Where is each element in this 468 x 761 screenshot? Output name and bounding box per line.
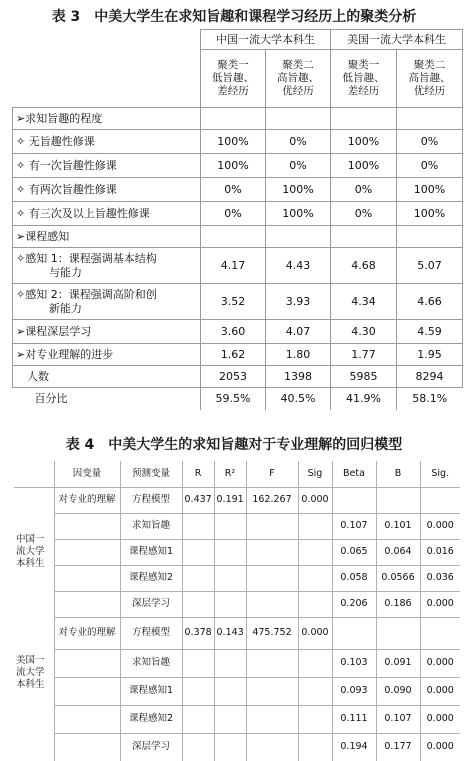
- header-f: F: [246, 461, 298, 487]
- table3-row: [13, 248, 463, 284]
- cell: 100%: [201, 154, 266, 178]
- cell: 0%: [266, 130, 331, 154]
- cell: 0.064: [376, 539, 420, 565]
- predictor: 方程模型: [120, 617, 182, 649]
- dependent: 对专业的理解: [54, 617, 120, 649]
- table3-row: [13, 202, 463, 226]
- cell: 0.107: [332, 513, 376, 539]
- cell: 4.68: [331, 248, 397, 284]
- cell: 0.103: [332, 649, 376, 677]
- cell: 1.62: [201, 344, 266, 366]
- predictor: 求知旨趣: [120, 649, 182, 677]
- header-predictor: 预测变量: [120, 461, 182, 487]
- cell: 100%: [266, 202, 331, 226]
- row-label: ➢课程深层学习: [13, 320, 201, 344]
- cell: 0%: [397, 130, 463, 154]
- cell: 3.52: [201, 284, 266, 320]
- row-label: ➢课程感知: [13, 226, 201, 248]
- cell: 3.60: [201, 320, 266, 344]
- table4-row: [14, 677, 460, 705]
- cell: 0.036: [420, 565, 460, 591]
- cell: 0.000: [420, 733, 460, 761]
- row-label: ➢对专业理解的进步: [13, 344, 201, 366]
- cell: 0%: [397, 154, 463, 178]
- cell: 1398: [266, 366, 331, 388]
- table3-subheader: 聚类一 低旨趣、 差经历: [331, 50, 397, 108]
- cell: 0%: [201, 202, 266, 226]
- cell: 0.093: [332, 677, 376, 705]
- cell: 4.66: [397, 284, 463, 320]
- cell: 0.000: [420, 591, 460, 617]
- cell: 1.77: [331, 344, 397, 366]
- table3-row: [13, 366, 463, 388]
- cell: 4.43: [266, 248, 331, 284]
- header-r2: R²: [214, 461, 246, 487]
- cell: 0.194: [332, 733, 376, 761]
- table3-group-usa: 美国一流大学本科生: [331, 30, 463, 50]
- cell: 1.80: [266, 344, 331, 366]
- table3-subheader: 聚类一 低旨趣、 差经历: [201, 50, 266, 108]
- cell: 0.0566: [376, 565, 420, 591]
- table3-row: [13, 388, 463, 410]
- cell: 0.101: [376, 513, 420, 539]
- cell: 5.07: [397, 248, 463, 284]
- cell: 0.191: [214, 487, 246, 513]
- predictor: 课程感知1: [120, 539, 182, 565]
- predictor: 深层学习: [120, 733, 182, 761]
- cell: 0.016: [420, 539, 460, 565]
- cell: 4.34: [331, 284, 397, 320]
- row-label: ✧ 有一次旨趣性修课: [13, 154, 201, 178]
- table3-row: [13, 284, 463, 320]
- dependent: 对专业的理解: [54, 487, 120, 513]
- cell: 0.000: [420, 677, 460, 705]
- cell: 475.752: [246, 617, 298, 649]
- cell: 0.090: [376, 677, 420, 705]
- table3-row: [13, 154, 463, 178]
- table4-row: [14, 591, 460, 617]
- cell: 4.07: [266, 320, 331, 344]
- cell: 0%: [201, 178, 266, 202]
- cell: 0.143: [214, 617, 246, 649]
- cell: 0.107: [376, 705, 420, 733]
- predictor: 方程模型: [120, 487, 182, 513]
- cell: 4.17: [201, 248, 266, 284]
- predictor: 求知旨趣: [120, 513, 182, 539]
- table3-row: [13, 320, 463, 344]
- predictor: 课程感知1: [120, 677, 182, 705]
- row-label: ✧ 有两次旨趣性修课: [13, 178, 201, 202]
- table4-row: [14, 539, 460, 565]
- country-china: 中国一 流大学 本科生: [16, 534, 45, 570]
- header-r: R: [182, 461, 214, 487]
- table3-row: [13, 108, 463, 130]
- cell: 0.186: [376, 591, 420, 617]
- cell: 0.000: [298, 487, 332, 513]
- cell: 0.091: [376, 649, 420, 677]
- table3-row: [13, 130, 463, 154]
- country-usa: 美国一 流大学 本科生: [16, 655, 45, 690]
- header-b: B: [376, 461, 420, 487]
- table4-row: [14, 649, 460, 677]
- table4-caption: 表 4 中美大学生的求知旨趣对于专业理解的回归模型: [65, 437, 403, 453]
- cell: 0.177: [376, 733, 420, 761]
- cell: 8294: [397, 366, 463, 388]
- table4-header-row: [14, 461, 460, 487]
- cell: 162.267: [246, 487, 298, 513]
- table3-group-china: 中国一流大学本科生: [201, 30, 331, 50]
- row-label: 百分比: [13, 388, 201, 410]
- cell: 2053: [201, 366, 266, 388]
- row-label: 人数: [13, 366, 201, 388]
- cell: 0.065: [332, 539, 376, 565]
- cell: 4.30: [331, 320, 397, 344]
- cell: 100%: [397, 202, 463, 226]
- cell: 58.1%: [397, 388, 463, 410]
- cell: 3.93: [266, 284, 331, 320]
- header-sig2: Sig.: [420, 461, 460, 487]
- table3-caption: 表 3 中美大学生在求知旨趣和课程学习经历上的聚类分析: [51, 9, 417, 25]
- cell: 0.378: [182, 617, 214, 649]
- cell: 100%: [397, 178, 463, 202]
- table4-row: [14, 705, 460, 733]
- cell: 0.000: [298, 617, 332, 649]
- table4-row: [14, 733, 460, 761]
- header-beta: Beta: [332, 461, 376, 487]
- table3-subheader: 聚类二 高旨趣、 优经历: [266, 50, 331, 108]
- table3-corner: [13, 30, 201, 108]
- table4-row: [14, 513, 460, 539]
- table4-row: [14, 487, 460, 513]
- cell: 100%: [266, 178, 331, 202]
- cell: 40.5%: [266, 388, 331, 410]
- cell: 4.59: [397, 320, 463, 344]
- cell: 0.058: [332, 565, 376, 591]
- cell: 5985: [331, 366, 397, 388]
- table3-subheader: 聚类二 高旨趣、 优经历: [397, 50, 463, 108]
- predictor: 深层学习: [120, 591, 182, 617]
- row-label: ✧ 有三次及以上旨趣性修课: [13, 202, 201, 226]
- table3-row: [13, 344, 463, 366]
- cell: 0.000: [420, 649, 460, 677]
- table3: [12, 29, 463, 410]
- cell: 0.437: [182, 487, 214, 513]
- cell: 0.206: [332, 591, 376, 617]
- cell: 1.95: [397, 344, 463, 366]
- cell: 0.000: [420, 705, 460, 733]
- cell: 0%: [266, 154, 331, 178]
- row-label: ✧感知 1：课程强调基本结构 与能力: [13, 248, 201, 284]
- predictor: 课程感知2: [120, 705, 182, 733]
- cell: 100%: [331, 154, 397, 178]
- cell: 100%: [331, 130, 397, 154]
- table4-row: [14, 617, 460, 649]
- table4: [14, 461, 460, 761]
- predictor: 课程感知2: [120, 565, 182, 591]
- header-sig: Sig: [298, 461, 332, 487]
- row-label: ➢求知旨趣的程度: [13, 108, 201, 130]
- cell: 100%: [201, 130, 266, 154]
- row-label: ✧感知 2：课程强调高阶和创 新能力: [13, 284, 201, 320]
- cell: 0.111: [332, 705, 376, 733]
- header-dependent: 因变量: [54, 461, 120, 487]
- row-label: ✧ 无旨趣性修课: [13, 130, 201, 154]
- table3-row: [13, 178, 463, 202]
- cell: 0%: [331, 178, 397, 202]
- table3-row: [13, 226, 463, 248]
- cell: 59.5%: [201, 388, 266, 410]
- cell: 0%: [331, 202, 397, 226]
- cell: 0.000: [420, 513, 460, 539]
- cell: 41.9%: [331, 388, 397, 410]
- table4-row: [14, 565, 460, 591]
